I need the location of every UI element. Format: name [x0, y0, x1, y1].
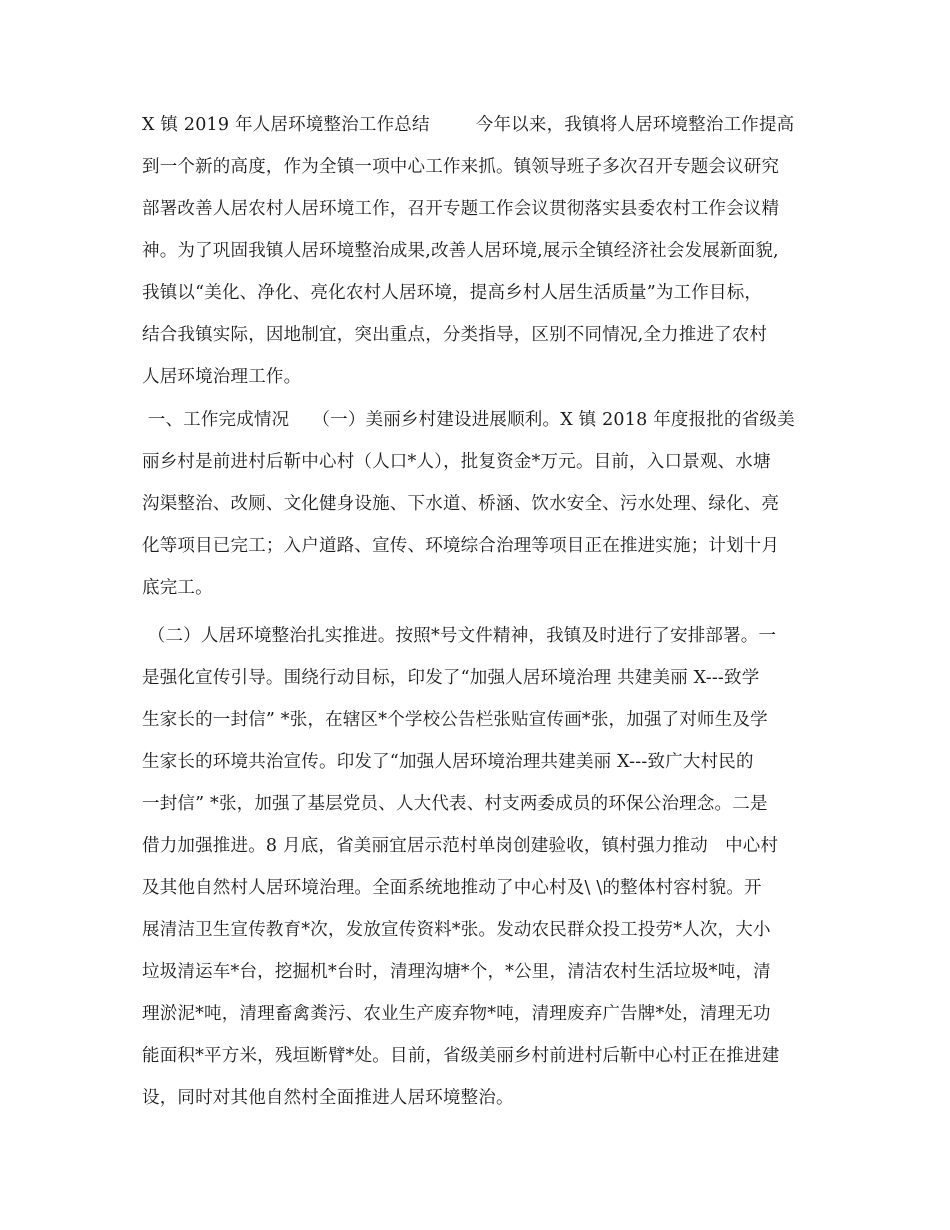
text-line: 一封信” *张，加强了基层党员、人大代表、村支两委成员的环保公治理念。二是: [142, 794, 768, 814]
text-line: 底完工。: [142, 578, 213, 598]
text-line: （二）人居环境整治扎实推进。按照*号文件精神，我镇及时进行了安排部署。一: [142, 626, 777, 646]
text-line: 沟渠整治、改厕、文化健身设施、下水道、桥涵、饮水安全、污水处理、绿化、亮: [142, 494, 780, 514]
text-line: 生家长的一封信” *张，在辖区*个学校公告栏张贴宣传画*张，加强了对师生及学: [142, 710, 768, 730]
text-line: 借力加强推进。8 月底，省美丽宜居示范村单岗创建验收，镇村强力推动 中心村: [142, 836, 779, 856]
text-line: 垃圾清运车*台，挖掘机*台时，清理沟塘*个，*公里，清洁农村生活垃圾*吨，清: [142, 962, 771, 982]
text-line: 能面积*平方米，残垣断臂*处。目前，省级美丽乡村前进村后靳中心村正在推进建: [142, 1046, 780, 1066]
text-line: 丽乡村是前进村后靳中心村（人口*人），批复资金*万元。目前，入口景观、水塘: [142, 452, 771, 472]
text-line: 神。为了巩固我镇人居环境整治成果,改善人居环境,展示全镇经济社会发展新面貌,: [142, 241, 779, 261]
text-line: 及其他自然村人居环境治理。全面系统地推动了中心村及\ \的整体村容村貌。开: [142, 878, 762, 898]
text-line: 生家长的环境共治宣传。印发了“加强人居环境治理共建美丽 X---致广大村民的: [142, 752, 754, 772]
text-line: 到一个新的高度，作为全镇一项中心工作来抓。镇领导班子多次召开专题会议研究: [142, 157, 780, 177]
text-line: 结合我镇实际，因地制宜，突出重点，分类指导，区别不同情况,全力推进了农村: [142, 325, 768, 345]
text-line: 我镇以“美化、净化、亮化农村人居环境，提高乡村人居生活质量”为工作目标，: [142, 283, 763, 303]
text-line: 设，同时对其他自然村全面推进人居环境整治。: [142, 1088, 514, 1108]
text-line: 展清洁卫生宣传教育*次，发放宣传资料*张。发动农民群众投工投劳*人次，大小: [142, 920, 771, 940]
text-line: 部署改善人居农村人居环境工作，召开专题工作会议贯彻落实县委农村工作会议精: [142, 199, 780, 219]
text-line: 是强化宣传引导。围绕行动目标，印发了“加强人居环境治理 共建美丽 X---致学: [142, 668, 760, 688]
text-line: 一、工作完成情况 （一）美丽乡村建设进展顺利。X 镇 2018 年度报批的省级美: [142, 410, 795, 430]
text-line: X 镇 2019 年人居环境整治工作总结 今年以来，我镇将人居环境整治工作提高: [142, 115, 795, 135]
text-line: 化等项目已完工；入户道路、宣传、环境综合治理等项目正在推进实施；计划十月: [142, 536, 780, 556]
text-line: 理淤泥*吨，清理畜禽粪污、农业生产废弃物*吨，清理废弃广告牌*处，清理无功: [142, 1004, 771, 1024]
text-line: 人居环境治理工作。: [142, 367, 302, 387]
